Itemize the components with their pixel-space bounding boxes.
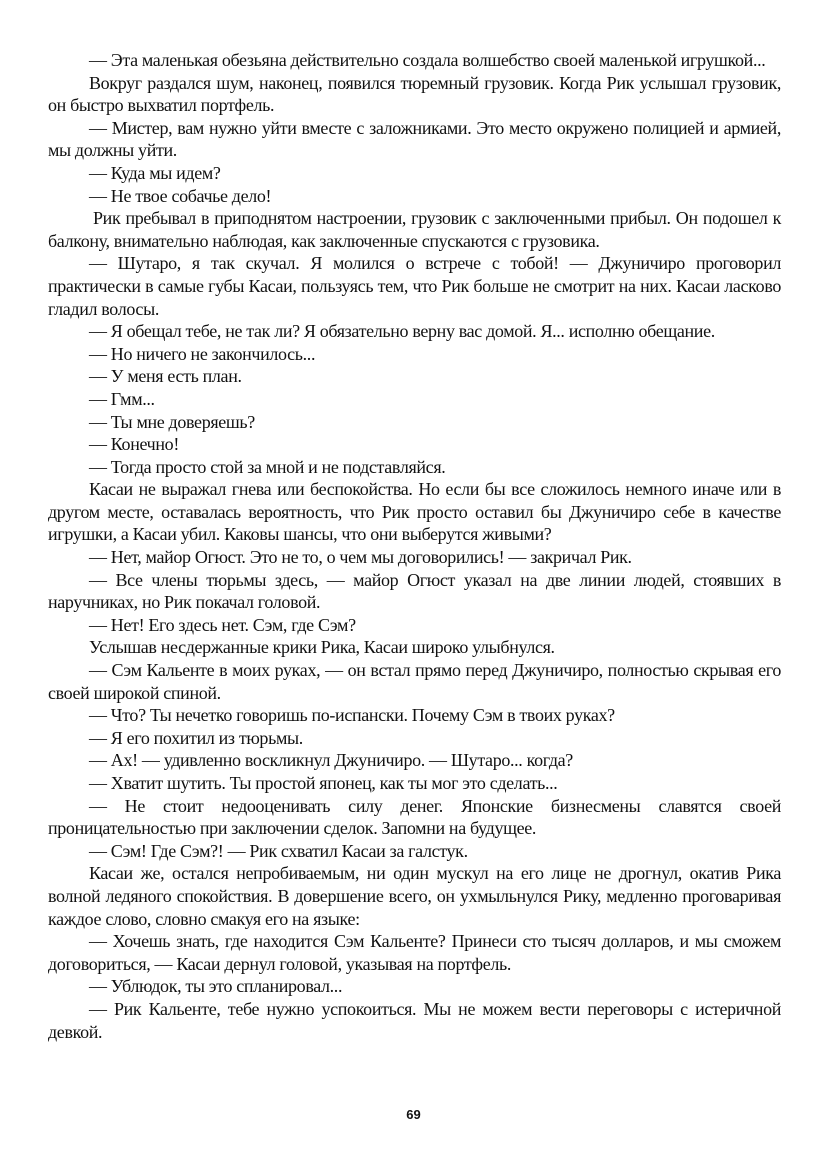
paragraph: — Не твое собачье дело! [89, 185, 272, 206]
paragraph: — Ты мне доверяешь? [89, 411, 255, 432]
paragraph: — Я обещал тебе, не так ли? Я обязательно верну вас домой. Я... исполню обещание. [89, 321, 715, 342]
paragraph: — Ублюдок, ты это спланировал... [89, 976, 343, 997]
paragraph: — Эта маленькая обезьяна действительно создала волшебство своей маленькой игрушкой... [89, 50, 766, 70]
paragraph: Касаи не выражал гнева или беспокойства. Но если бы все сложилось немного иначе или в другом месте, оставалась вероятность, что Рик просто оставил бы Джуничиро себе в качестве игрушки, а Касаи убил. Каковы шансы, что они выберутся живыми? [48, 479, 781, 545]
paragraph: Услышав несдержанные крики Рика, Касаи широко улыбнулся. [89, 637, 555, 658]
paragraph: — Хватит шутить. Ты простой японец, как ты мог это сделать... [89, 773, 558, 793]
paragraph: — Не стоит недооценивать силу денег. Японские бизнесмены славятся своей проницательностью при заключении сделок. Запомни на будущее. [48, 795, 781, 839]
paragraph: — Сэм Кальенте в моих руках, — он встал прямо перед Джуничиро, полностью скрывая его своей широкой спиной. [48, 660, 781, 703]
paragraph: — Хочешь знать, где находится Сэм Кальенте? Принеси сто тысяч долларов, и мы сможем договориться, — Касаи дернул головой, указывая на портфель. [48, 931, 781, 974]
paragraph: — Но ничего не закончилось... [89, 343, 316, 364]
page-body [48, 49, 781, 1043]
paragraph: — Ах! — удивленно воскликнул Джуничиро. — Шутаро... когда? [89, 750, 573, 771]
page-number: 69 [406, 1107, 421, 1122]
paragraph: — Тогда просто стой за мной и не подставляйся. [89, 456, 446, 477]
paragraph: — Мистер, вам нужно уйти вместе с заложниками. Это место окружено полицией и армией, мы должны уйти. [48, 117, 781, 161]
paragraph: — Что? Ты нечетко говоришь по-испански. Почему Сэм в твоих руках? [89, 705, 615, 726]
paragraph: — Я его похитил из тюрьмы. [89, 727, 303, 748]
paragraph: — У меня есть план. [89, 366, 242, 387]
paragraph: — Гмм... [89, 388, 155, 409]
paragraph: — Все члены тюрьмы здесь, — майор Огюст указал на две линии людей, стоявших в наручниках, но Рик покачал головой. [48, 569, 781, 613]
paragraph: Касаи же, остался непробиваемым, ни один мускул на его лице не дрогнул, окатив Рика волной ледяного спокойствия. В довершение всего, он ухмыльнулся Рику, медленно проговаривая каждое слово, словно смакуя его на языке: [48, 863, 781, 929]
paragraph: — Сэм! Где Сэм?! — Рик схватил Касаи за галстук. [89, 840, 468, 861]
paragraph: — Рик Кальенте, тебе нужно успокоиться. Мы не можем вести переговоры с истеричной девкой. [48, 998, 781, 1042]
paragraph: — Конечно! [89, 434, 179, 455]
paragraph: Рик пребывал в приподнятом настроении, грузовик с заключенными прибыл. Он подошел к балкону, внимательно наблюдая, как заключенные спускаются с грузовика. [48, 208, 781, 251]
paragraph: — Шутаро, я так скучал. Я молился о встрече с тобой! — Джуничиро проговорил практически в самые губы Касаи, пользуясь тем, что Рик больше не смотрит на них. Касаи ласково гладил волосы. [48, 253, 781, 319]
paragraph: — Нет, майор Огюст. Это не то, о чем мы договорились! — закричал Рик. [89, 547, 632, 568]
paragraph: — Нет! Его здесь нет. Сэм, где Сэм? [89, 614, 356, 635]
paragraph: — Куда мы идем? [89, 162, 221, 183]
paragraph: Вокруг раздался шум, наконец, появился тюремный грузовик. Когда Рик услышал грузовик, он быстро выхватил портфель. [48, 72, 781, 116]
